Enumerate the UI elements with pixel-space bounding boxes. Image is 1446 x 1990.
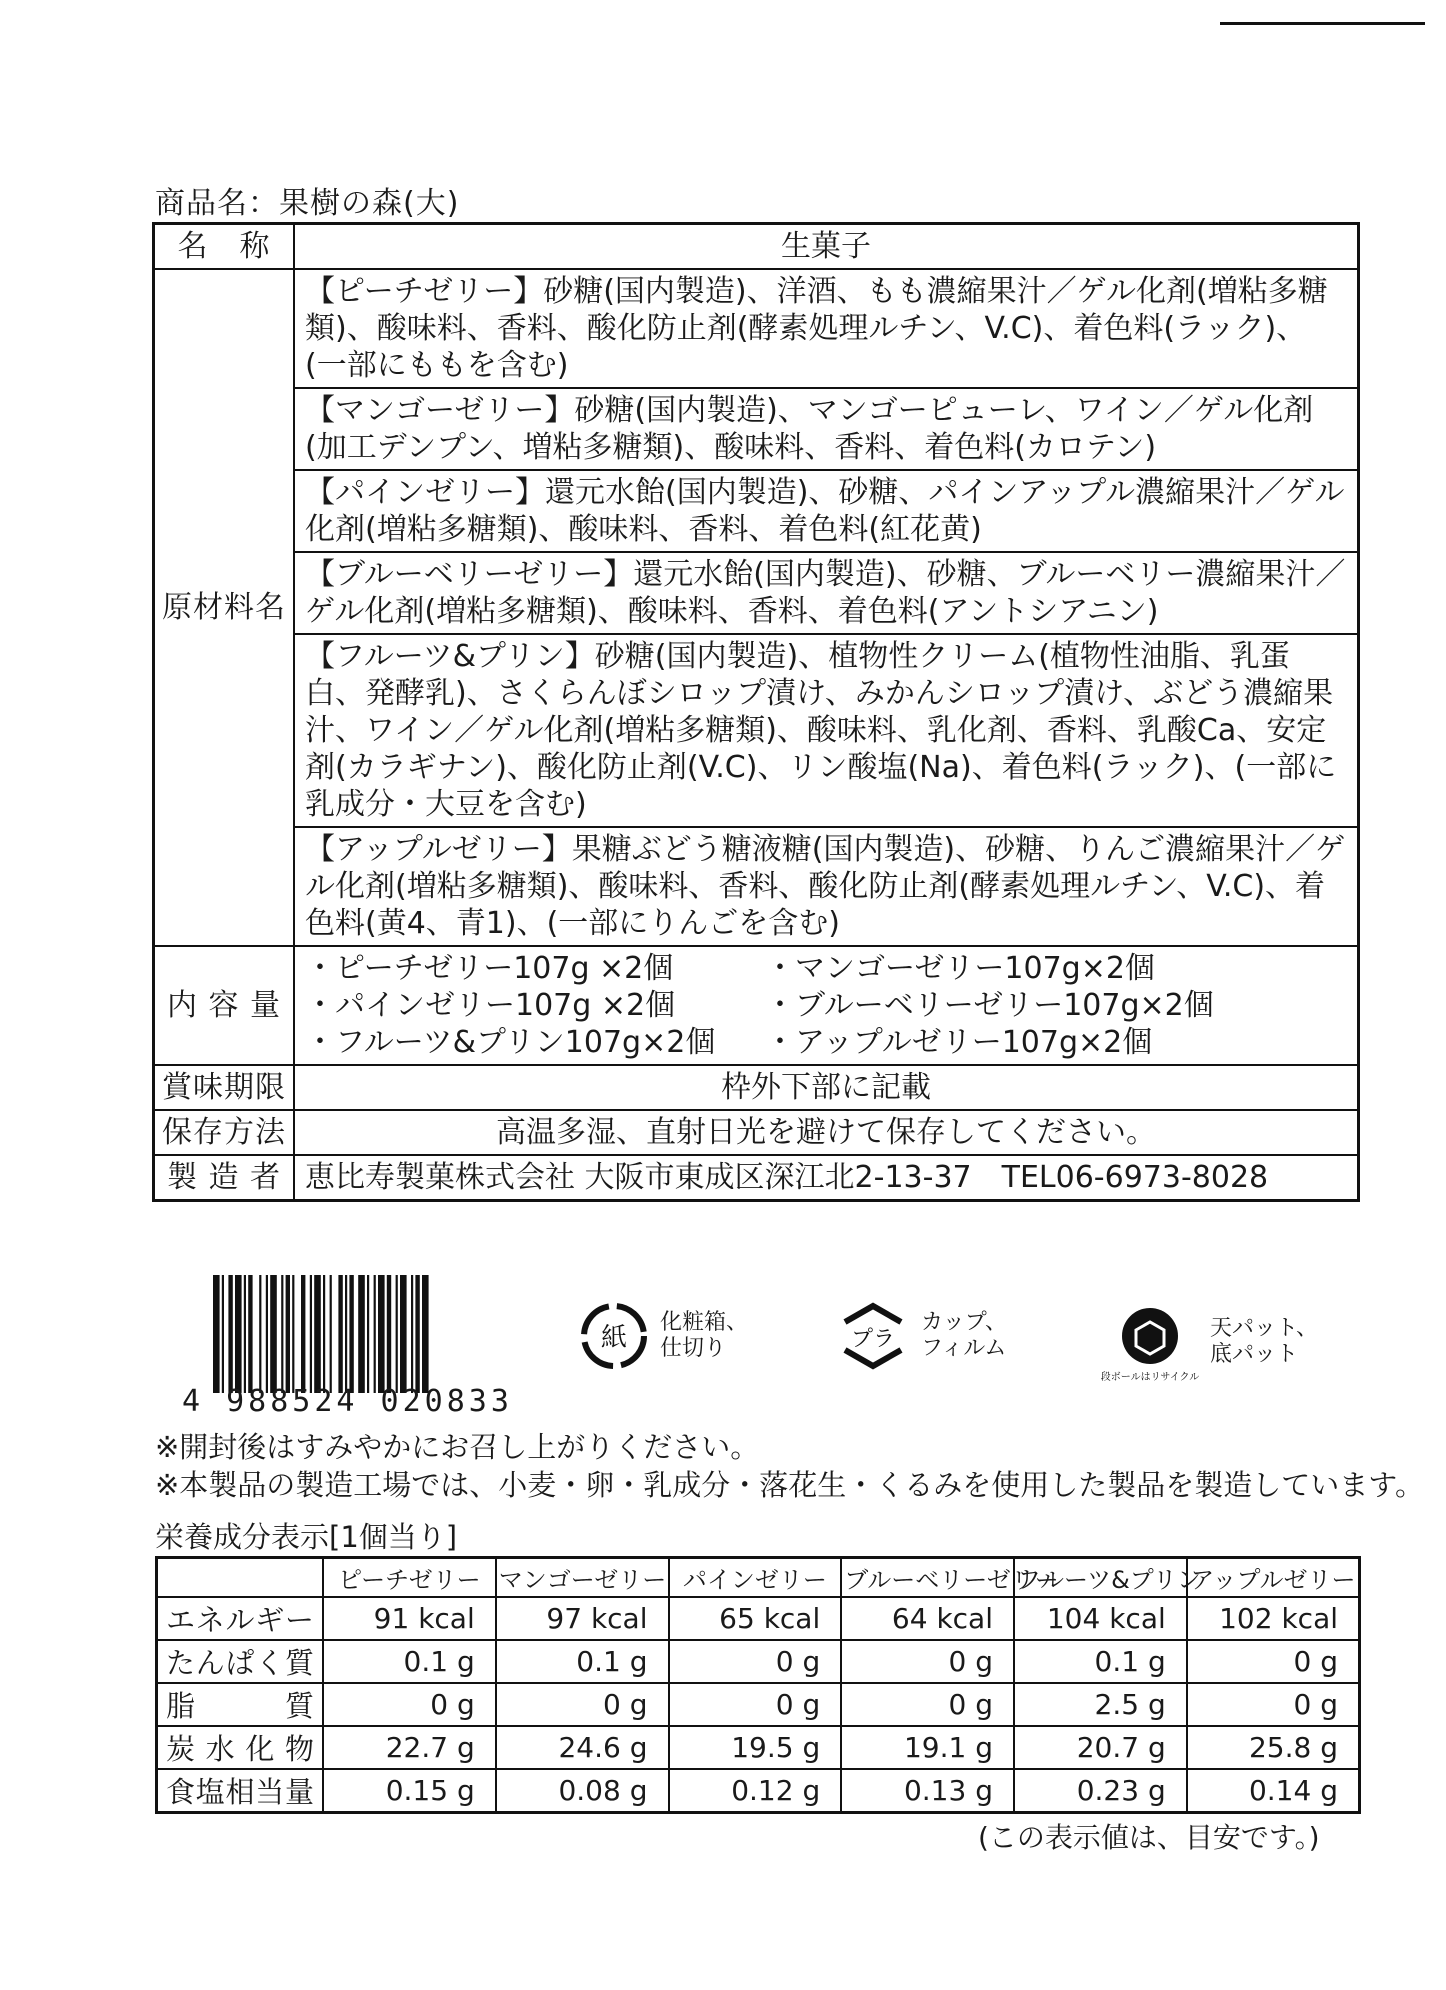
nutrition-value: 0.1 g — [323, 1640, 496, 1683]
cardboard-recycle-text: 天パット、底パット — [1210, 1316, 1319, 1367]
nutrition-row-label: 炭水化物 — [157, 1726, 324, 1769]
nutrition-row — [157, 1683, 1360, 1726]
nutrition-row — [157, 1597, 1360, 1640]
contents-item: ・ブルーベリーゼリー107g×2個 — [765, 988, 1214, 1023]
storage-value: 高温多湿、直射日光を避けて保存してください。 — [294, 1110, 1359, 1155]
expiry-value: 枠外下部に記載 — [294, 1065, 1359, 1110]
paper-recycle-icon — [578, 1300, 650, 1372]
nutrition-col-header: ブルーベリーゼリー — [841, 1558, 1014, 1598]
recycle-plastic — [835, 1300, 1021, 1372]
nutrition-title: 栄養成分表示[1個当り] — [155, 1520, 458, 1554]
nutrition-header-row — [157, 1558, 1360, 1598]
nutrition-value: 65 kcal — [669, 1597, 842, 1640]
contents-item: ・フルーツ&プリン107g×2個 — [305, 1025, 716, 1060]
nutrition-value: 0.1 g — [496, 1640, 669, 1683]
nutrition-value: 104 kcal — [1014, 1597, 1187, 1640]
nutrition-value: 0.12 g — [669, 1769, 842, 1813]
nutrition-value: 0.15 g — [323, 1769, 496, 1813]
storage-head: 保存方法 — [154, 1110, 295, 1155]
recycle-paper — [578, 1300, 750, 1372]
nutrition-row — [157, 1769, 1360, 1813]
nutrition-value: 24.6 g — [496, 1726, 669, 1769]
nutrition-value: 97 kcal — [496, 1597, 669, 1640]
recycle-cardboard — [1100, 1300, 1320, 1384]
svg-text:段ボールはリサイクル: 段ボールはリサイクル — [1100, 1372, 1200, 1383]
label-row-maker — [154, 1155, 1359, 1201]
nutrition-row-label: エネルギー — [157, 1597, 324, 1640]
nutrition-value: 0.23 g — [1014, 1769, 1187, 1813]
nutrition-value: 2.5 g — [1014, 1683, 1187, 1726]
name-head: 名 称 — [154, 224, 295, 270]
contents-value — [294, 946, 1359, 1065]
plastic-recycle-text: カップ、フィルム — [921, 1310, 1008, 1361]
nutrition-value: 22.7 g — [323, 1726, 496, 1769]
nutrition-col-header: フルーツ&プリン — [1014, 1558, 1187, 1598]
nutrition-value: 102 kcal — [1187, 1597, 1360, 1640]
nutrition-col-header: ピーチゼリー — [323, 1558, 496, 1598]
nutrition-table — [155, 1556, 1361, 1814]
food-label-table — [152, 222, 1360, 1202]
note-line: ※開封後はすみやかにお召し上がりください。 — [155, 1430, 760, 1464]
ingredient-apple: 【アップルゼリー】果糖ぶどう糖液糖(国内製造)、砂糖、りんご濃縮果汁／ゲル化剤(増粘多糖類)、酸味料、香料、酸化防止剤(酵素処理ルチン、V.C)、着色料(黄4、青1)、(一部にりんごを含む) — [294, 827, 1359, 946]
ingredient-peach: 【ピーチゼリー】砂糖(国内製造)、洋酒、もも濃縮果汁／ゲル化剤(増粘多糖類)、酸味料、香料、酸化防止剤(酵素処理ルチン、V.C)、着色料(ラック)、(一部にももを含む) — [294, 269, 1359, 388]
ingredient-mango: 【マンゴーゼリー】砂糖(国内製造)、マンゴーピューレ、ワイン／ゲル化剤(加工デンプン、増粘多糖類)、酸味料、香料、着色料(カロテン) — [294, 388, 1359, 470]
nutrition-col-header: アップルゼリー — [1187, 1558, 1360, 1598]
nutrition-value: 0 g — [323, 1683, 496, 1726]
label-row-ingredients — [154, 269, 1359, 388]
nutrition-value: 19.5 g — [669, 1726, 842, 1769]
nutrition-value: 19.1 g — [841, 1726, 1014, 1769]
nutrition-value: 0 g — [1187, 1683, 1360, 1726]
label-row-storage — [154, 1110, 1359, 1155]
contents-item: ・アップルゼリー107g×2個 — [765, 1025, 1153, 1060]
paper-recycle-text: 化粧箱、仕切り — [660, 1310, 749, 1361]
product-title: 商品名：果樹の森(大) — [155, 186, 460, 221]
nutrition-corner — [157, 1558, 324, 1598]
maker-head: 製 造 者 — [154, 1155, 295, 1201]
nutrition-footnote: (この表示値は、目安です。) — [978, 1821, 1320, 1854]
contents-item: ・ピーチゼリー107g ×2個 — [305, 951, 674, 986]
contents-head: 内 容 量 — [154, 946, 295, 1065]
nutrition-value: 0 g — [841, 1683, 1014, 1726]
nutrition-value: 20.7 g — [1014, 1726, 1187, 1769]
nutrition-value: 0.14 g — [1187, 1769, 1360, 1813]
name-value: 生菓子 — [294, 224, 1359, 270]
expiry-head: 賞味期限 — [154, 1065, 295, 1110]
nutrition-row-label: たんぱく質 — [157, 1640, 324, 1683]
nutrition-value: 0 g — [1187, 1640, 1360, 1683]
ingredient-fruits-pudding: 【フルーツ&プリン】砂糖(国内製造)、植物性クリーム(植物性油脂、乳蛋白、発酵乳)、さくらんぼシロップ漬け、みかんシロップ漬け、ぶどう濃縮果汁、ワイン／ゲル化剤(増粘多糖類)、酸味料、乳化剤、香料、乳酸Ca、安定剤(カラギナン)、酸化防止剤(V.C)、リン酸塩(Na)、着色料(ラック)、(一部に乳成分・大豆を含む) — [294, 634, 1359, 827]
nutrition-row-label: 食塩相当量 — [157, 1769, 324, 1813]
nutrition-value: 0.13 g — [841, 1769, 1014, 1813]
nutrition-row — [157, 1640, 1360, 1683]
maker-value: 恵比寿製菓株式会社 大阪市東成区深江北2-13-37 TEL06-6973-8028 — [294, 1155, 1359, 1201]
contents-item: ・パインゼリー107g ×2個 — [305, 988, 676, 1023]
label-row-expiry — [154, 1065, 1359, 1110]
top-rule — [1220, 22, 1425, 25]
nutrition-col-header: マンゴーゼリー — [496, 1558, 669, 1598]
cardboard-recycle-icon — [1100, 1300, 1200, 1384]
barcode-icon — [213, 1275, 493, 1393]
label-row-name — [154, 224, 1359, 270]
nutrition-value: 25.8 g — [1187, 1726, 1360, 1769]
label-row-contents — [154, 946, 1359, 1065]
nutrition-value: 0 g — [496, 1683, 669, 1726]
barcode-number: 4 988524 020833 — [182, 1384, 513, 1419]
nutrition-row-label: 脂質 — [157, 1683, 324, 1726]
nutrition-value: 64 kcal — [841, 1597, 1014, 1640]
note-line: ※本製品の製造工場では、小麦・卵・乳成分・落花生・くるみを使用した製品を製造しています。 — [155, 1468, 1424, 1502]
ingredient-pine: 【パインゼリー】還元水飴(国内製造)、砂糖、パインアップル濃縮果汁／ゲル化剤(増粘多糖類)、酸味料、香料、着色料(紅花黄) — [294, 470, 1359, 552]
svg-text:プラ: プラ — [850, 1327, 896, 1352]
nutrition-value: 0 g — [669, 1640, 842, 1683]
nutrition-row — [157, 1726, 1360, 1769]
nutrition-col-header: パインゼリー — [669, 1558, 842, 1598]
nutrition-value: 0 g — [669, 1683, 842, 1726]
nutrition-value: 0 g — [841, 1640, 1014, 1683]
plastic-recycle-icon — [835, 1300, 911, 1372]
nutrition-value: 0.1 g — [1014, 1640, 1187, 1683]
notes — [155, 1428, 1424, 1504]
nutrition-value: 91 kcal — [323, 1597, 496, 1640]
nutrition-value: 0.08 g — [496, 1769, 669, 1813]
contents-item: ・マンゴーゼリー107g×2個 — [765, 951, 1155, 986]
ingredients-head: 原材料名 — [154, 269, 295, 946]
svg-text:紙: 紙 — [600, 1323, 628, 1353]
ingredient-blueberry: 【ブルーベリーゼリー】還元水飴(国内製造)、砂糖、ブルーベリー濃縮果汁／ゲル化剤(増粘多糖類)、酸味料、香料、着色料(アントシアニン) — [294, 552, 1359, 634]
